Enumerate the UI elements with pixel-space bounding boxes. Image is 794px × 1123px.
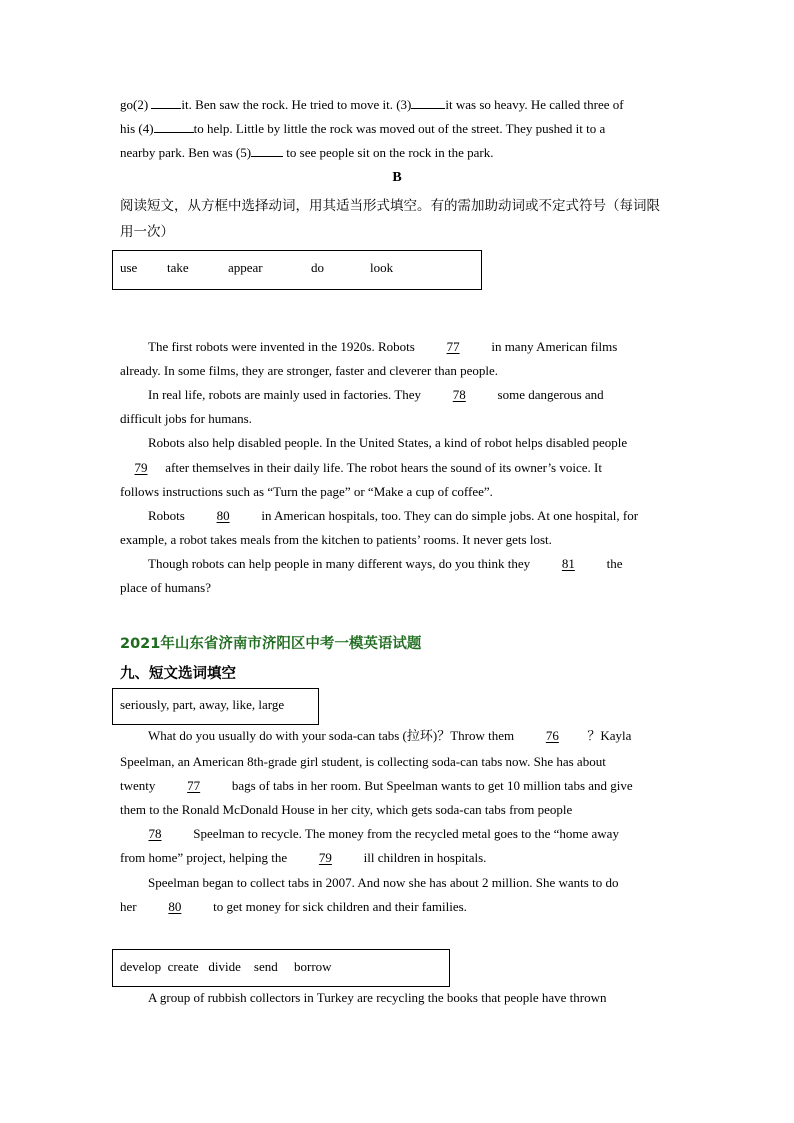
answer-blank: 79 bbox=[134, 460, 148, 475]
answer-blank: 79 bbox=[318, 850, 332, 865]
word-list: seriously, part, away, like, large bbox=[120, 697, 285, 712]
text-line: What do you usually do with your soda-can tabs (拉环)？Throw them 76 ？Kayla bbox=[148, 728, 632, 743]
word-option: take bbox=[167, 260, 189, 275]
word-box bbox=[112, 250, 482, 290]
section-label: B bbox=[392, 170, 402, 185]
word-option: do bbox=[311, 260, 324, 275]
answer-blank bbox=[151, 97, 181, 109]
text-line: place of humans? bbox=[120, 580, 211, 595]
text-line: 78 Speelman to recycle. The money from the recycled metal goes to the “home away bbox=[120, 826, 619, 842]
text-line: already. In some films, they are stronger, faster and cleverer than people. bbox=[120, 363, 499, 378]
text-line: from home” project, helping the 79 ill children in hospitals. bbox=[120, 850, 487, 865]
text-line: The first robots were invented in the 1920s. Robots 77 in many American films bbox=[148, 339, 618, 354]
answer-blank: 77 bbox=[187, 778, 201, 793]
word-box bbox=[112, 949, 450, 987]
text-line: In real life, robots are mainly used in factories. They 78 some dangerous and bbox=[148, 387, 604, 402]
answer-blank bbox=[154, 121, 194, 133]
text-line: go(2) it. Ben saw the rock. He tried to move it. (3) it was so heavy. He called three of bbox=[120, 97, 624, 112]
answer-blank: 80 bbox=[216, 508, 230, 523]
answer-blank: 81 bbox=[561, 556, 575, 571]
answer-blank: 80 bbox=[168, 899, 182, 914]
exam-title: 2021年山东省济南市济阳区中考一模英语试题 bbox=[120, 636, 422, 652]
word-option: use bbox=[120, 260, 138, 275]
text-line: twenty 77 bags of tabs in her room. But Speelman wants to get 10 million tabs and give bbox=[120, 778, 633, 793]
text-line: follows instructions such as “Turn the page” or “Make a cup of coffee”. bbox=[120, 484, 493, 499]
word-list: develop create divide send borrow bbox=[120, 959, 332, 974]
answer-blank bbox=[411, 97, 445, 109]
answer-blank: 76 bbox=[545, 728, 559, 743]
word-option: look bbox=[370, 260, 394, 275]
text-line: nearby park. Ben was (5) to see people sit on the rock in the park. bbox=[120, 145, 494, 160]
answer-blank bbox=[251, 145, 283, 157]
text-line: difficult jobs for humans. bbox=[120, 411, 252, 426]
instruction-text: 阅读短文，从方框中选择动词，用其适当形式填空。有的需加助动词或不定式符号（每词限 bbox=[120, 198, 660, 214]
text-line: 79 after themselves in their daily life. The robot hears the sound of its owner’s voice. It bbox=[120, 460, 602, 476]
text-line: Robots 80 in American hospitals, too. They can do simple jobs. At one hospital, for bbox=[148, 508, 639, 523]
answer-blank: 77 bbox=[446, 339, 460, 354]
text-line: them to the Ronald McDonald House in her city, which gets soda-can tabs from people bbox=[120, 802, 573, 817]
section-title: 九、短文选词填空 bbox=[120, 666, 236, 682]
word-box bbox=[112, 688, 319, 725]
answer-blank: 78 bbox=[452, 387, 466, 402]
text-line: Though robots can help people in many different ways, do you think they 81 the bbox=[148, 556, 623, 571]
text-line: example, a robot takes meals from the kitchen to patients’ rooms. It never gets lost. bbox=[120, 532, 552, 547]
text-line: his (4) to help. Little by little the rock was moved out of the street. They pushed it to a bbox=[120, 121, 606, 136]
instruction-text: 用一次） bbox=[120, 224, 174, 240]
word-option: appear bbox=[228, 260, 263, 275]
text-line: her 80 to get money for sick children and their families. bbox=[120, 899, 467, 914]
text-line: Speelman began to collect tabs in 2007. And now she has about 2 million. She wants to do bbox=[148, 875, 619, 890]
answer-blank: 78 bbox=[148, 826, 162, 841]
text-line: A group of rubbish collectors in Turkey are recycling the books that people have thrown bbox=[148, 990, 607, 1005]
text-line: Speelman, an American 8th-grade girl student, is collecting soda-can tabs now. She has about bbox=[120, 754, 606, 769]
text-line: Robots also help disabled people. In the United States, a kind of robot helps disabled people bbox=[148, 435, 628, 450]
